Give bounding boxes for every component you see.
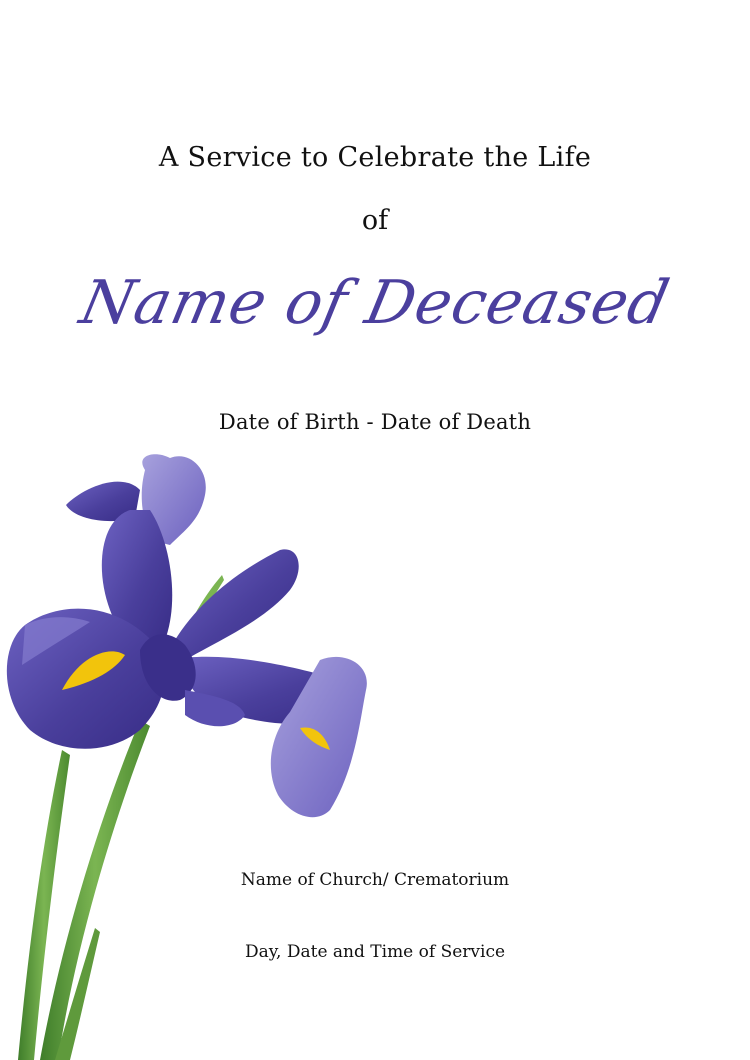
venue-name: Name of Church/ Crematorium [240, 870, 510, 890]
service-heading: A Service to Celebrate the Life [158, 142, 592, 173]
service-connector: of [361, 205, 389, 236]
service-date-time: Day, Date and Time of Service [244, 942, 506, 962]
iris-flower-icon [0, 450, 380, 1060]
life-dates: Date of Birth - Date of Death [218, 410, 532, 434]
deceased-name: Name of Deceased [74, 268, 676, 338]
iris-petal [175, 549, 299, 660]
iris-stem [40, 720, 150, 1060]
